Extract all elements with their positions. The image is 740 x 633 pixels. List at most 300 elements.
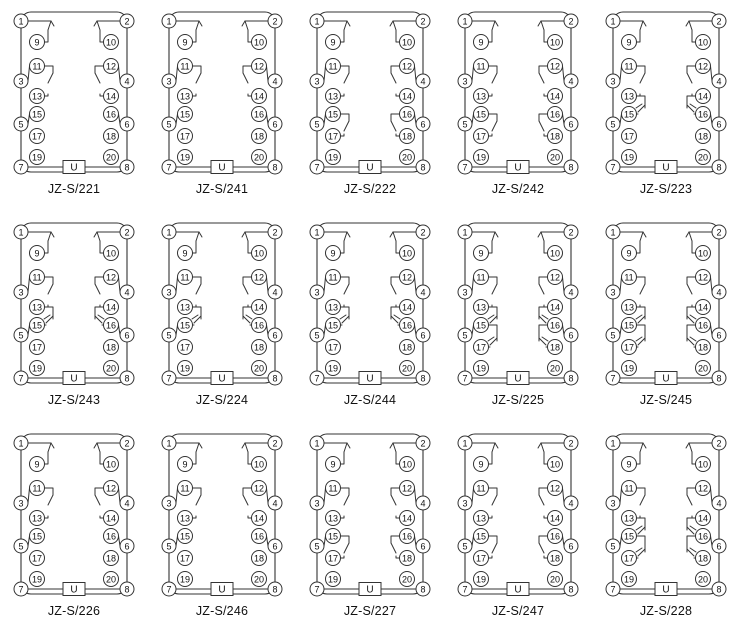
svg-text:12: 12 bbox=[401, 483, 413, 494]
svg-text:4: 4 bbox=[124, 76, 130, 87]
svg-text:16: 16 bbox=[697, 109, 709, 120]
svg-text:19: 19 bbox=[327, 574, 339, 585]
terminal-10 bbox=[400, 35, 415, 50]
terminal-17 bbox=[474, 129, 489, 144]
terminal-13 bbox=[30, 511, 45, 526]
terminal-16 bbox=[252, 107, 267, 122]
terminal-5 bbox=[162, 539, 176, 553]
terminal-1 bbox=[14, 14, 28, 28]
svg-text:15: 15 bbox=[623, 531, 635, 542]
terminal-2 bbox=[416, 436, 430, 450]
svg-text:20: 20 bbox=[105, 363, 117, 374]
terminal-20 bbox=[252, 361, 267, 376]
svg-text:19: 19 bbox=[475, 363, 487, 374]
svg-text:U: U bbox=[662, 162, 670, 174]
svg-text:7: 7 bbox=[166, 584, 172, 595]
diagram-caption: JZ-S/224 bbox=[195, 393, 249, 407]
terminal-18 bbox=[548, 551, 563, 566]
svg-text:6: 6 bbox=[420, 541, 426, 552]
svg-text:17: 17 bbox=[31, 342, 43, 353]
terminal-12 bbox=[400, 59, 415, 74]
diagram-caption: JZ-S/244 bbox=[343, 393, 397, 407]
svg-text:14: 14 bbox=[105, 302, 117, 313]
terminal-19 bbox=[30, 150, 45, 165]
svg-text:12: 12 bbox=[105, 61, 117, 72]
svg-text:16: 16 bbox=[253, 531, 265, 542]
svg-text:6: 6 bbox=[420, 119, 426, 130]
svg-text:9: 9 bbox=[182, 248, 188, 259]
terminal-11 bbox=[326, 481, 341, 496]
terminal-1 bbox=[14, 225, 28, 239]
terminal-17 bbox=[326, 340, 341, 355]
terminal-9 bbox=[474, 246, 489, 261]
terminal-9 bbox=[30, 246, 45, 261]
terminal-13 bbox=[326, 300, 341, 315]
diagram-cell bbox=[592, 211, 740, 422]
svg-text:U: U bbox=[366, 162, 374, 174]
terminal-8 bbox=[712, 160, 726, 174]
svg-text:13: 13 bbox=[475, 302, 487, 313]
terminal-5 bbox=[458, 539, 472, 553]
terminal-1 bbox=[458, 14, 472, 28]
svg-text:14: 14 bbox=[253, 91, 265, 102]
svg-text:4: 4 bbox=[420, 287, 426, 298]
terminal-10 bbox=[696, 246, 711, 261]
terminal-11 bbox=[622, 270, 637, 285]
terminal-2 bbox=[564, 225, 578, 239]
terminal-10 bbox=[104, 246, 119, 261]
svg-text:13: 13 bbox=[623, 302, 635, 313]
terminal-17 bbox=[326, 129, 341, 144]
terminal-19 bbox=[622, 361, 637, 376]
terminal-4 bbox=[268, 496, 282, 510]
svg-text:18: 18 bbox=[549, 131, 561, 142]
terminal-8 bbox=[268, 371, 282, 385]
terminal-9 bbox=[30, 35, 45, 50]
terminal-6 bbox=[712, 328, 726, 342]
svg-text:15: 15 bbox=[179, 531, 191, 542]
svg-text:7: 7 bbox=[166, 373, 172, 384]
svg-text:15: 15 bbox=[327, 531, 339, 542]
terminal-1 bbox=[606, 14, 620, 28]
svg-text:15: 15 bbox=[31, 531, 43, 542]
svg-text:11: 11 bbox=[328, 272, 338, 283]
svg-text:3: 3 bbox=[462, 287, 468, 298]
terminal-7 bbox=[606, 160, 620, 174]
svg-text:1: 1 bbox=[18, 227, 24, 238]
svg-text:9: 9 bbox=[34, 459, 40, 470]
svg-text:11: 11 bbox=[476, 272, 486, 283]
svg-text:3: 3 bbox=[314, 287, 320, 298]
terminal-1 bbox=[310, 14, 324, 28]
svg-text:3: 3 bbox=[314, 76, 320, 87]
svg-text:3: 3 bbox=[18, 76, 24, 87]
terminal-15 bbox=[326, 107, 341, 122]
terminal-17 bbox=[30, 129, 45, 144]
terminal-3 bbox=[458, 285, 472, 299]
svg-text:8: 8 bbox=[716, 584, 722, 595]
svg-text:U: U bbox=[662, 373, 670, 385]
terminal-10 bbox=[548, 35, 563, 50]
terminal-6 bbox=[120, 539, 134, 553]
terminal-6 bbox=[564, 328, 578, 342]
svg-text:6: 6 bbox=[124, 119, 130, 130]
terminal-4 bbox=[564, 285, 578, 299]
svg-text:19: 19 bbox=[31, 363, 43, 374]
terminal-14 bbox=[696, 511, 711, 526]
svg-text:9: 9 bbox=[478, 248, 484, 259]
svg-text:6: 6 bbox=[716, 541, 722, 552]
svg-text:1: 1 bbox=[462, 438, 468, 449]
svg-text:11: 11 bbox=[624, 61, 634, 72]
svg-text:5: 5 bbox=[314, 330, 320, 341]
svg-text:10: 10 bbox=[105, 248, 117, 259]
svg-text:19: 19 bbox=[623, 574, 635, 585]
terminal-18 bbox=[400, 551, 415, 566]
svg-text:17: 17 bbox=[179, 342, 191, 353]
terminal-19 bbox=[326, 572, 341, 587]
terminal-2 bbox=[268, 14, 282, 28]
svg-text:17: 17 bbox=[475, 553, 487, 564]
terminal-5 bbox=[310, 117, 324, 131]
terminal-16 bbox=[104, 107, 119, 122]
terminal-1 bbox=[14, 436, 28, 450]
svg-text:1: 1 bbox=[610, 438, 616, 449]
terminal-10 bbox=[548, 246, 563, 261]
svg-text:14: 14 bbox=[549, 513, 561, 524]
svg-text:16: 16 bbox=[549, 109, 561, 120]
terminal-8 bbox=[268, 582, 282, 596]
svg-text:5: 5 bbox=[610, 330, 616, 341]
svg-text:6: 6 bbox=[716, 119, 722, 130]
terminal-11 bbox=[326, 270, 341, 285]
svg-text:2: 2 bbox=[568, 227, 574, 238]
terminal-7 bbox=[606, 371, 620, 385]
terminal-6 bbox=[268, 328, 282, 342]
terminal-16 bbox=[400, 318, 415, 333]
relay-wiring-diagram bbox=[309, 430, 431, 598]
terminal-15 bbox=[474, 529, 489, 544]
svg-text:7: 7 bbox=[610, 584, 616, 595]
terminal-2 bbox=[416, 14, 430, 28]
svg-text:20: 20 bbox=[401, 363, 413, 374]
terminal-10 bbox=[548, 457, 563, 472]
svg-text:20: 20 bbox=[549, 574, 561, 585]
diagram-cell bbox=[0, 211, 148, 422]
svg-text:11: 11 bbox=[32, 272, 42, 283]
svg-text:1: 1 bbox=[314, 16, 320, 27]
terminal-15 bbox=[178, 529, 193, 544]
terminal-5 bbox=[14, 328, 28, 342]
svg-text:7: 7 bbox=[314, 162, 320, 173]
terminal-17 bbox=[622, 551, 637, 566]
svg-text:12: 12 bbox=[697, 61, 709, 72]
svg-text:15: 15 bbox=[327, 320, 339, 331]
relay-wiring-diagram bbox=[309, 8, 431, 176]
svg-text:6: 6 bbox=[124, 330, 130, 341]
svg-text:17: 17 bbox=[475, 131, 487, 142]
svg-text:2: 2 bbox=[272, 227, 278, 238]
terminal-1 bbox=[310, 225, 324, 239]
terminal-18 bbox=[104, 340, 119, 355]
svg-text:16: 16 bbox=[253, 320, 265, 331]
terminal-20 bbox=[104, 572, 119, 587]
terminal-2 bbox=[712, 14, 726, 28]
svg-text:U: U bbox=[366, 584, 374, 596]
svg-text:7: 7 bbox=[610, 373, 616, 384]
svg-text:3: 3 bbox=[610, 287, 616, 298]
svg-text:5: 5 bbox=[166, 330, 172, 341]
terminal-20 bbox=[548, 150, 563, 165]
svg-text:5: 5 bbox=[314, 541, 320, 552]
terminal-5 bbox=[606, 539, 620, 553]
terminal-9 bbox=[474, 35, 489, 50]
diagram-cell bbox=[296, 211, 444, 422]
svg-text:2: 2 bbox=[272, 16, 278, 27]
terminal-1 bbox=[606, 436, 620, 450]
diagram-caption: JZ-S/221 bbox=[47, 182, 101, 196]
svg-text:18: 18 bbox=[401, 131, 413, 142]
svg-text:11: 11 bbox=[624, 272, 634, 283]
svg-text:3: 3 bbox=[610, 76, 616, 87]
diagram-cell bbox=[296, 422, 444, 633]
terminal-6 bbox=[416, 539, 430, 553]
terminal-9 bbox=[178, 246, 193, 261]
svg-text:4: 4 bbox=[272, 287, 278, 298]
svg-text:20: 20 bbox=[549, 152, 561, 163]
svg-text:18: 18 bbox=[697, 342, 709, 353]
terminal-3 bbox=[606, 285, 620, 299]
terminal-4 bbox=[120, 496, 134, 510]
svg-text:20: 20 bbox=[253, 363, 265, 374]
terminal-2 bbox=[268, 436, 282, 450]
svg-text:9: 9 bbox=[626, 459, 632, 470]
svg-text:8: 8 bbox=[420, 162, 426, 173]
terminal-7 bbox=[458, 582, 472, 596]
svg-text:12: 12 bbox=[105, 483, 117, 494]
svg-text:17: 17 bbox=[475, 342, 487, 353]
terminal-8 bbox=[564, 582, 578, 596]
svg-text:9: 9 bbox=[330, 37, 336, 48]
svg-text:8: 8 bbox=[420, 584, 426, 595]
svg-text:U: U bbox=[70, 373, 78, 385]
terminal-13 bbox=[30, 300, 45, 315]
svg-text:20: 20 bbox=[105, 574, 117, 585]
terminal-11 bbox=[622, 481, 637, 496]
terminal-2 bbox=[120, 225, 134, 239]
terminal-10 bbox=[252, 457, 267, 472]
terminal-12 bbox=[548, 270, 563, 285]
terminal-19 bbox=[326, 361, 341, 376]
svg-text:U: U bbox=[514, 162, 522, 174]
terminal-18 bbox=[696, 129, 711, 144]
svg-text:19: 19 bbox=[623, 152, 635, 163]
terminal-13 bbox=[474, 300, 489, 315]
svg-text:11: 11 bbox=[180, 272, 190, 283]
svg-text:1: 1 bbox=[462, 227, 468, 238]
terminal-8 bbox=[416, 371, 430, 385]
diagram-caption: JZ-S/226 bbox=[47, 604, 101, 618]
terminal-10 bbox=[252, 246, 267, 261]
svg-text:14: 14 bbox=[253, 302, 265, 313]
terminal-1 bbox=[310, 436, 324, 450]
svg-text:10: 10 bbox=[401, 248, 413, 259]
svg-text:12: 12 bbox=[105, 272, 117, 283]
svg-text:8: 8 bbox=[124, 584, 130, 595]
diagram-caption: JZ-S/222 bbox=[343, 182, 397, 196]
svg-text:18: 18 bbox=[549, 342, 561, 353]
svg-text:13: 13 bbox=[623, 91, 635, 102]
svg-text:9: 9 bbox=[182, 459, 188, 470]
svg-text:13: 13 bbox=[31, 513, 43, 524]
svg-text:14: 14 bbox=[105, 91, 117, 102]
svg-text:1: 1 bbox=[166, 16, 172, 27]
terminal-7 bbox=[162, 371, 176, 385]
terminal-7 bbox=[606, 582, 620, 596]
svg-text:13: 13 bbox=[31, 91, 43, 102]
svg-text:8: 8 bbox=[568, 584, 574, 595]
terminal-14 bbox=[400, 89, 415, 104]
terminal-19 bbox=[474, 572, 489, 587]
svg-text:9: 9 bbox=[626, 248, 632, 259]
svg-text:1: 1 bbox=[314, 227, 320, 238]
svg-text:11: 11 bbox=[32, 483, 42, 494]
svg-text:19: 19 bbox=[327, 363, 339, 374]
terminal-5 bbox=[458, 117, 472, 131]
svg-text:U: U bbox=[662, 584, 670, 596]
svg-text:20: 20 bbox=[697, 152, 709, 163]
svg-text:18: 18 bbox=[105, 131, 117, 142]
svg-text:6: 6 bbox=[568, 330, 574, 341]
svg-text:13: 13 bbox=[327, 302, 339, 313]
terminal-15 bbox=[30, 107, 45, 122]
terminal-5 bbox=[162, 117, 176, 131]
terminal-11 bbox=[30, 481, 45, 496]
svg-text:5: 5 bbox=[166, 119, 172, 130]
terminal-12 bbox=[548, 59, 563, 74]
terminal-9 bbox=[326, 35, 341, 50]
svg-text:11: 11 bbox=[476, 61, 486, 72]
svg-text:16: 16 bbox=[549, 320, 561, 331]
svg-text:15: 15 bbox=[327, 109, 339, 120]
svg-text:4: 4 bbox=[716, 76, 722, 87]
terminal-16 bbox=[548, 107, 563, 122]
terminal-9 bbox=[622, 35, 637, 50]
terminal-2 bbox=[416, 225, 430, 239]
terminal-11 bbox=[178, 481, 193, 496]
svg-text:18: 18 bbox=[105, 342, 117, 353]
svg-text:12: 12 bbox=[253, 272, 265, 283]
terminal-13 bbox=[622, 89, 637, 104]
terminal-18 bbox=[104, 551, 119, 566]
diagram-cell bbox=[148, 0, 296, 211]
terminal-17 bbox=[178, 340, 193, 355]
terminal-8 bbox=[712, 582, 726, 596]
terminal-13 bbox=[326, 511, 341, 526]
svg-text:7: 7 bbox=[462, 584, 468, 595]
svg-text:11: 11 bbox=[180, 61, 190, 72]
svg-text:1: 1 bbox=[314, 438, 320, 449]
terminal-20 bbox=[696, 361, 711, 376]
svg-text:8: 8 bbox=[420, 373, 426, 384]
diagram-cell bbox=[592, 422, 740, 633]
terminal-12 bbox=[696, 481, 711, 496]
svg-text:16: 16 bbox=[549, 531, 561, 542]
terminal-8 bbox=[120, 160, 134, 174]
terminal-20 bbox=[548, 361, 563, 376]
svg-text:2: 2 bbox=[420, 227, 426, 238]
svg-text:17: 17 bbox=[623, 131, 635, 142]
terminal-19 bbox=[178, 572, 193, 587]
terminal-8 bbox=[120, 371, 134, 385]
terminal-7 bbox=[458, 160, 472, 174]
terminal-11 bbox=[326, 59, 341, 74]
svg-text:15: 15 bbox=[179, 109, 191, 120]
svg-text:18: 18 bbox=[697, 553, 709, 564]
terminal-1 bbox=[458, 225, 472, 239]
relay-wiring-diagram bbox=[161, 219, 283, 387]
svg-text:13: 13 bbox=[31, 302, 43, 313]
svg-text:4: 4 bbox=[568, 287, 574, 298]
terminal-12 bbox=[400, 270, 415, 285]
terminal-17 bbox=[622, 340, 637, 355]
terminal-13 bbox=[622, 300, 637, 315]
svg-text:2: 2 bbox=[124, 227, 130, 238]
terminal-16 bbox=[548, 318, 563, 333]
svg-text:14: 14 bbox=[697, 513, 709, 524]
diagram-cell bbox=[0, 422, 148, 633]
terminal-18 bbox=[252, 551, 267, 566]
svg-text:10: 10 bbox=[549, 459, 561, 470]
diagram-caption: JZ-S/247 bbox=[491, 604, 545, 618]
svg-text:8: 8 bbox=[568, 373, 574, 384]
svg-text:5: 5 bbox=[462, 119, 468, 130]
svg-text:1: 1 bbox=[18, 16, 24, 27]
svg-text:4: 4 bbox=[716, 498, 722, 509]
svg-text:6: 6 bbox=[124, 541, 130, 552]
svg-text:15: 15 bbox=[31, 320, 43, 331]
terminal-12 bbox=[104, 59, 119, 74]
terminal-15 bbox=[178, 318, 193, 333]
svg-text:15: 15 bbox=[475, 531, 487, 542]
terminal-20 bbox=[252, 150, 267, 165]
svg-text:17: 17 bbox=[179, 131, 191, 142]
terminal-3 bbox=[458, 496, 472, 510]
svg-text:14: 14 bbox=[401, 302, 413, 313]
svg-text:7: 7 bbox=[166, 162, 172, 173]
terminal-16 bbox=[548, 529, 563, 544]
terminal-5 bbox=[310, 539, 324, 553]
terminal-15 bbox=[622, 318, 637, 333]
terminal-3 bbox=[606, 496, 620, 510]
svg-text:13: 13 bbox=[475, 513, 487, 524]
terminal-8 bbox=[120, 582, 134, 596]
svg-text:19: 19 bbox=[623, 363, 635, 374]
terminal-6 bbox=[120, 117, 134, 131]
terminal-19 bbox=[178, 150, 193, 165]
svg-text:10: 10 bbox=[549, 37, 561, 48]
svg-text:2: 2 bbox=[124, 438, 130, 449]
svg-text:13: 13 bbox=[179, 513, 191, 524]
svg-text:5: 5 bbox=[18, 330, 24, 341]
svg-text:14: 14 bbox=[549, 302, 561, 313]
terminal-15 bbox=[326, 318, 341, 333]
svg-text:8: 8 bbox=[716, 373, 722, 384]
svg-text:17: 17 bbox=[327, 342, 339, 353]
svg-text:13: 13 bbox=[475, 91, 487, 102]
terminal-20 bbox=[252, 572, 267, 587]
terminal-11 bbox=[474, 481, 489, 496]
